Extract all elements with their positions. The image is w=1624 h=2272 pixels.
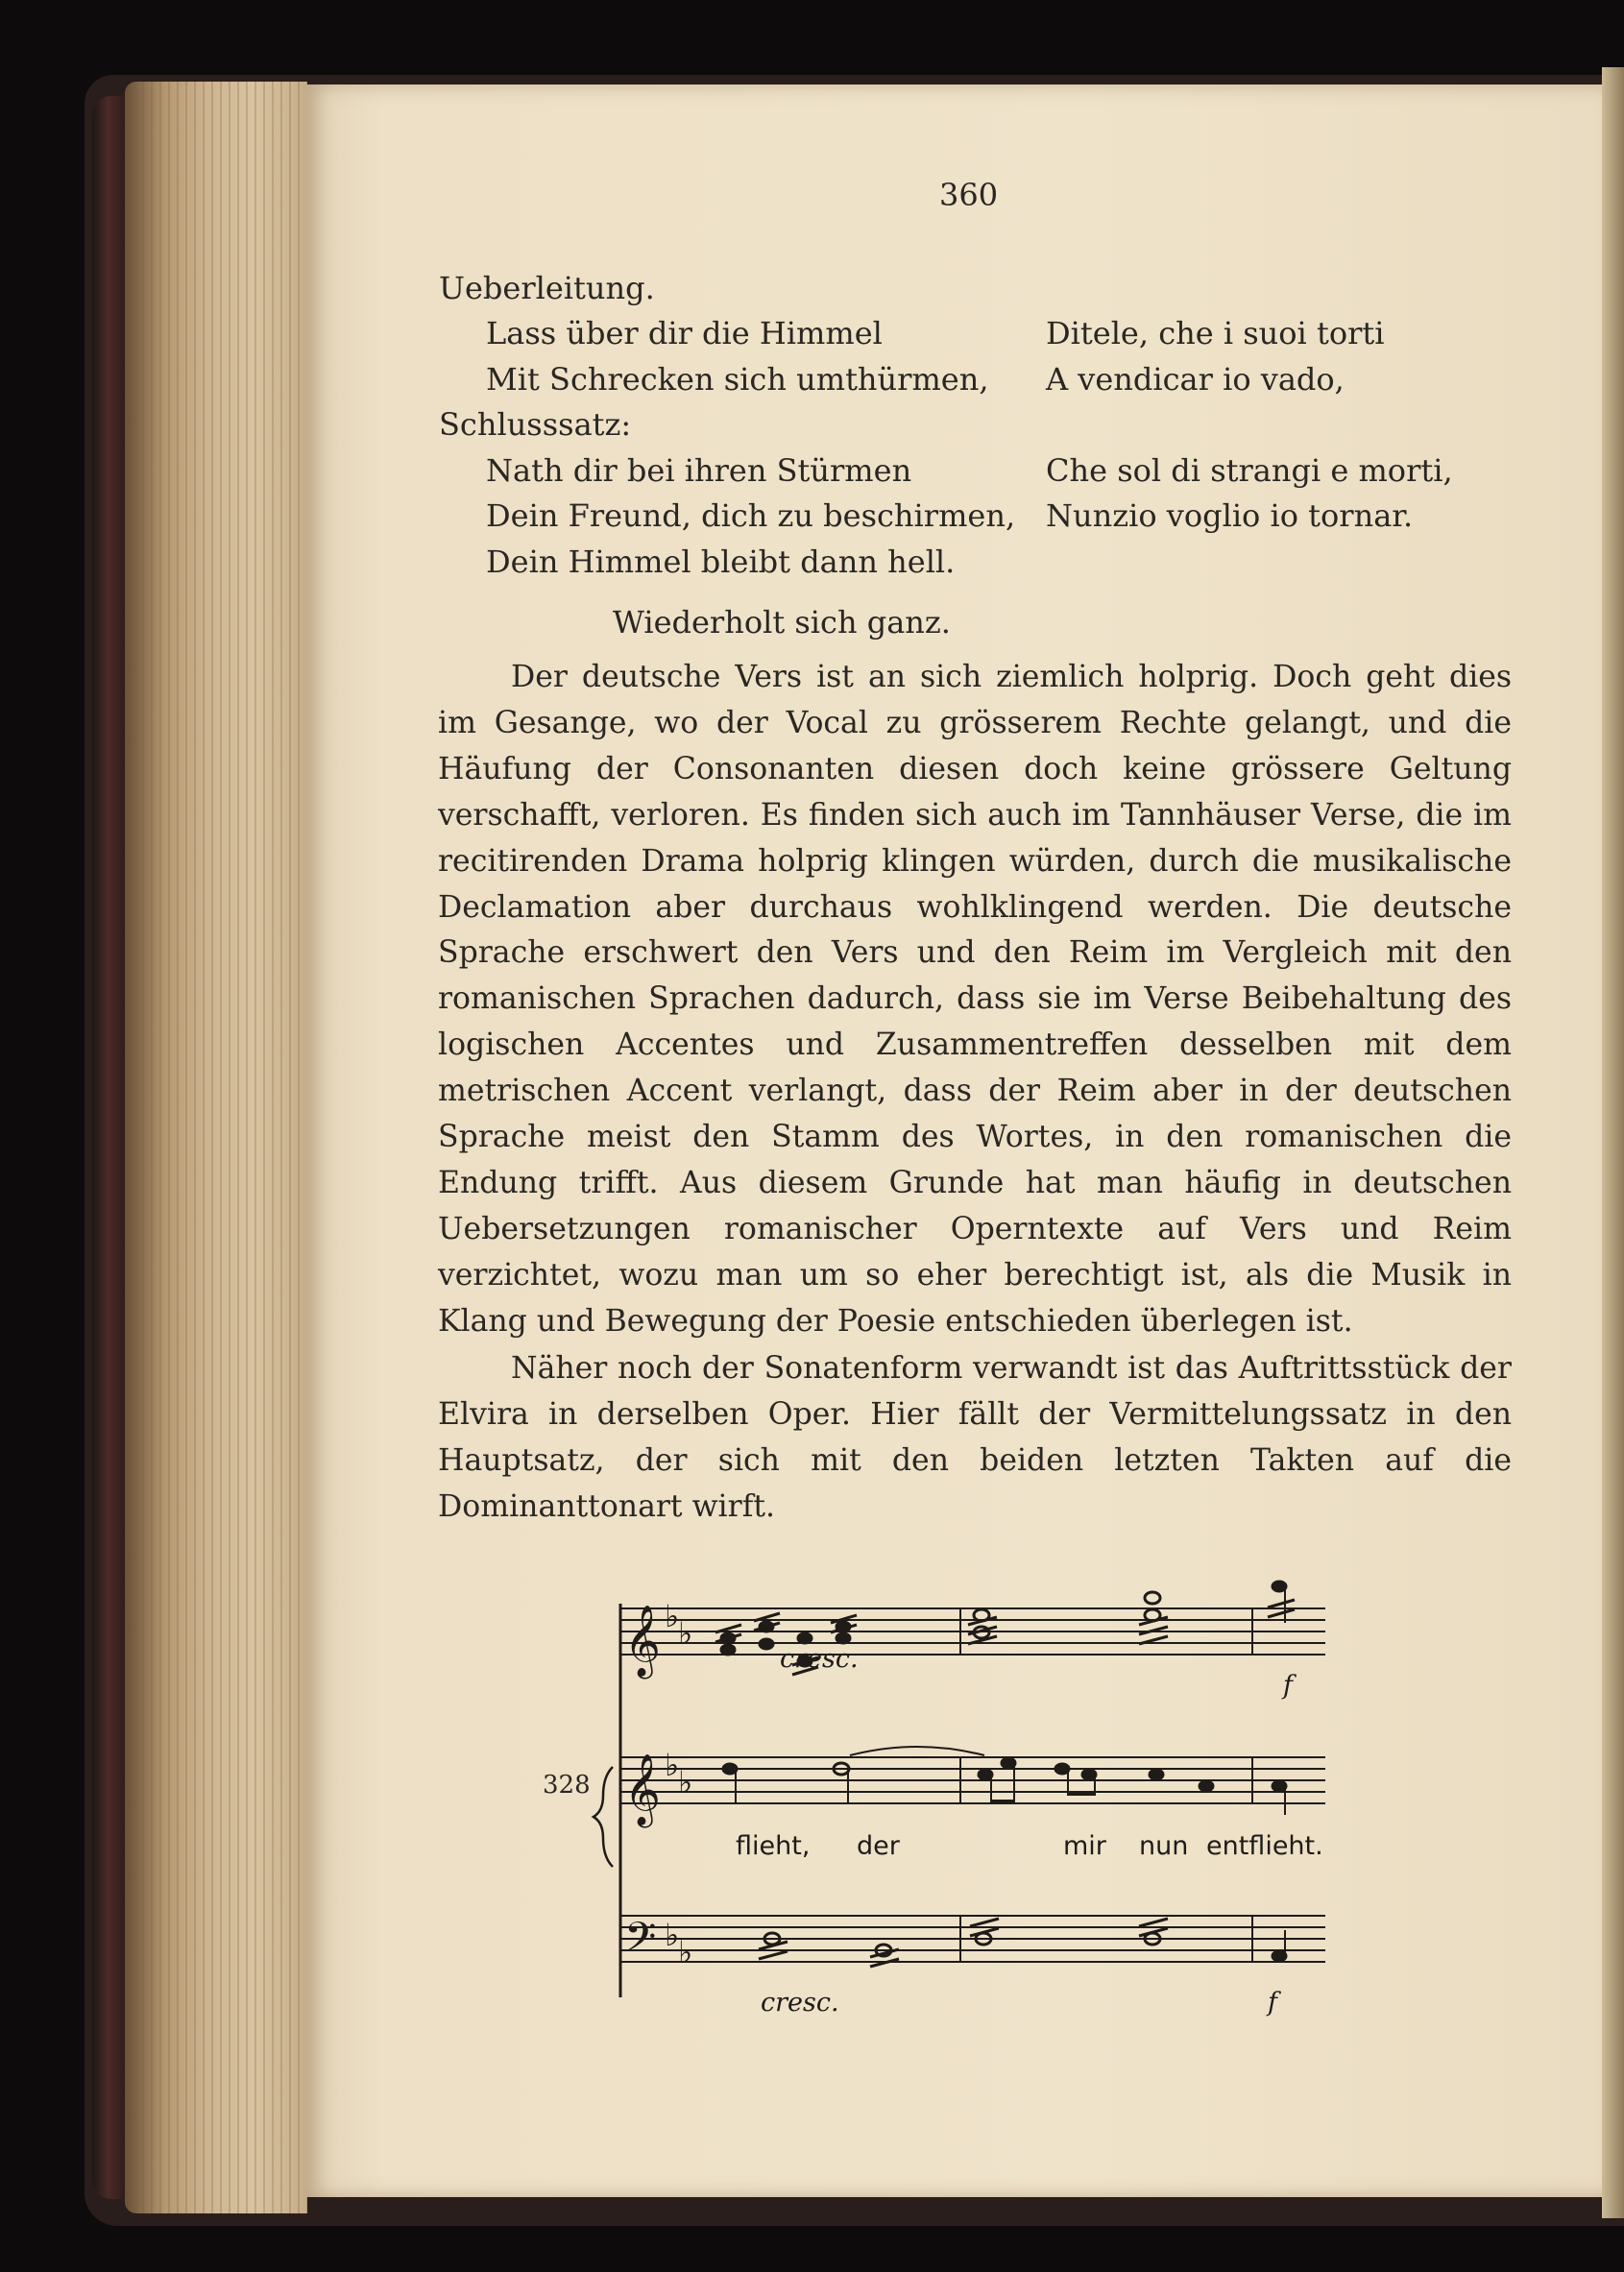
lyric-syllable: flieht, — [736, 1831, 811, 1861]
note-head — [1150, 1770, 1163, 1779]
flat-sign: ♭ — [665, 1747, 680, 1783]
page-edges — [125, 82, 307, 2213]
page-number: 360 — [939, 177, 999, 213]
verse-left-line: Mit Schrecken sich umthürmen, — [486, 361, 989, 398]
note-head — [723, 1764, 737, 1774]
note-head — [1273, 1582, 1286, 1591]
paragraph-1: Der deutsche Vers ist an sich ziemlich holprig. Doch geht dies im Gesange, wo der Vocal zu grösserem Rechte gelangt, und die Häufung der Consonanten diesen doch keine grössere Geltung verschafft, verloren. Es finden sich auch im Tannhäuser Verse, die im recitirenden Drama holprig klingen würden, durch die musikalische Declamation aber durchaus wohlklingend werden. Die deutsche Sprache erschwert den Vers und den Reim im Vergleich mit den romanischen Sprachen dadurch, dass sie im Verse Beibehaltung des logischen Accentes und Zusammentreffen desselben mit dem metrischen Accent verlangt, dass der Reim aber in der deutschen Sprache meist den Stamm des Wortes, in den romanischen die Endung trifft. Aus diesem Grunde hat man häufig in deutschen Uebersetzungen romanischer Operntexte auf Vers und Reim verzichtet, wozu man um so eher berechtigt ist, als die Musik in Klang und Bewegung der Poesie entschieden überlegen ist. — [438, 660, 1512, 1339]
note-head — [836, 1633, 850, 1643]
verse-left-line: Dein Himmel bleibt dann hell. — [486, 544, 956, 580]
lyric-syllable: entflieht. — [1206, 1831, 1323, 1861]
flat-sign: ♭ — [678, 1615, 693, 1652]
dynamic-cresc: cresc. — [780, 1644, 859, 1674]
verse-right-line: Ditele, che i suoi torti — [1046, 315, 1385, 351]
note-head — [979, 1770, 992, 1779]
verse-right-line: Che sol di strangi e morti, — [1046, 452, 1453, 489]
note-head — [1200, 1781, 1213, 1791]
note-head — [1145, 1592, 1160, 1604]
verse-right-line: Nunzio voglio io tornar. — [1046, 497, 1414, 534]
treble-clef: 𝄞 — [624, 1754, 661, 1825]
paragraph-2: Näher noch der Sonatenform verwandt ist das Auftrittsstück der Elvira in derselben Oper. Hier fällt der Vermittelungssatz in den Hauptsatz, der sich mit den beiden letzten Takten auf die Dominanttonart wirft. — [438, 1351, 1512, 1524]
dynamic-forte: f — [1268, 1988, 1277, 2018]
bass-clef: 𝄢 — [624, 1914, 657, 1971]
note-head — [760, 1639, 773, 1649]
verse-left-line: Nath dir bei ihren Stürmen — [486, 452, 912, 489]
flat-sign: ♭ — [678, 1934, 693, 1970]
dynamic-cresc: cresc. — [761, 1988, 839, 2018]
staff-bass — [620, 1916, 1325, 1962]
note-head — [1273, 1781, 1286, 1791]
verse-left-line: Dein Freund, dich zu beschirmen, — [486, 497, 1016, 534]
staff-brace — [594, 1767, 613, 1867]
verse-left-line: Lass über dir die Himmel — [486, 315, 883, 351]
note-head — [721, 1645, 735, 1655]
verse-right-line: A vendicar io vado, — [1046, 361, 1345, 398]
flat-sign: ♭ — [665, 1598, 680, 1634]
note-head — [1082, 1770, 1096, 1779]
verse-left-line: Ueberleitung. — [439, 270, 655, 306]
verse-left-line: Schlusssatz: — [439, 406, 632, 443]
note-head — [1273, 1951, 1286, 1961]
dynamic-forte: f — [1283, 1671, 1293, 1701]
tie — [850, 1747, 984, 1755]
music-example — [519, 1565, 1345, 1997]
note-head — [1002, 1758, 1015, 1768]
lyric-syllable: mir — [1063, 1831, 1106, 1861]
page-edge-right — [1602, 67, 1624, 2218]
repeat-note: Wiederholt sich ganz. — [613, 604, 951, 641]
flat-sign: ♭ — [678, 1764, 693, 1801]
note-head — [1055, 1764, 1069, 1774]
example-number: 328 — [543, 1771, 591, 1800]
note-head — [798, 1633, 812, 1643]
lyric-syllable: nun — [1139, 1831, 1189, 1861]
treble-clef: 𝄞 — [624, 1606, 661, 1677]
lyric-syllable: der — [857, 1831, 900, 1861]
flat-sign: ♭ — [665, 1917, 680, 1953]
